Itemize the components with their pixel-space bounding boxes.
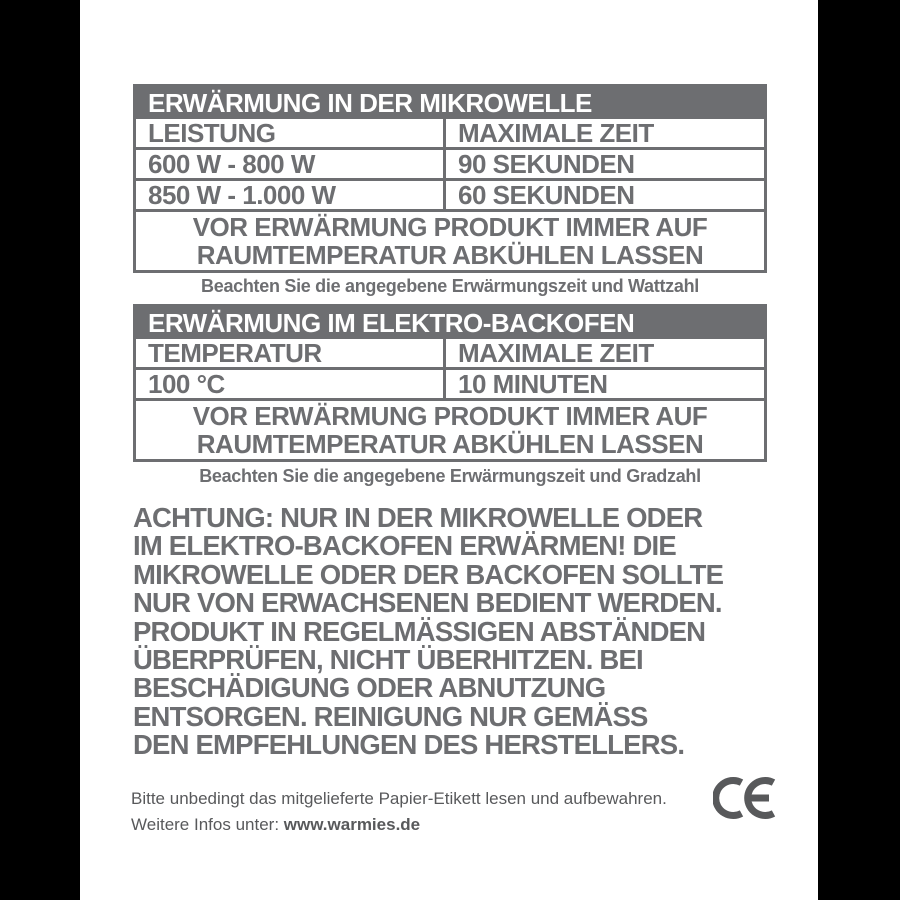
cooldown-notice-line1: VOR ERWÄRMUNG PRODUKT IMMER AUF bbox=[192, 212, 708, 242]
oven-table-title: ERWÄRMUNG IM ELEKTRO-BACKOFEN bbox=[136, 307, 764, 339]
column-header-maximale-zeit: MAXIMALE ZEIT bbox=[458, 339, 654, 367]
cooldown-notice bbox=[136, 398, 764, 459]
cell-power-range-1: 600 W - 800 W bbox=[136, 150, 446, 178]
table-row bbox=[136, 119, 764, 147]
warning-line: NUR VON ERWACHSENEN BEDIENT WERDEN. bbox=[133, 587, 722, 619]
warning-line: DEN EMPFEHLUNGEN DES HERSTELLERS. bbox=[133, 729, 685, 761]
microwave-table-title: ERWÄRMUNG IN DER MIKROWELLE bbox=[136, 87, 764, 119]
cooldown-notice-line2: RAUMTEMPERATUR ABKÜHLEN LASSEN bbox=[196, 429, 704, 459]
warning-line: ÜBERPRÜFEN, NICHT ÜBERHITZEN. BEI bbox=[133, 644, 643, 676]
cooldown-notice-line2: RAUMTEMPERATUR ABKÜHLEN LASSEN bbox=[196, 240, 704, 270]
oven-table-caption: Beachten Sie die angegebene Erwärmungszeit und Gradzahl bbox=[199, 466, 701, 486]
cooldown-notice-line1: VOR ERWÄRMUNG PRODUKT IMMER AUF bbox=[192, 401, 708, 431]
column-header-leistung: LEISTUNG bbox=[136, 119, 446, 147]
website-url: www.warmies.de bbox=[283, 815, 421, 834]
microwave-table-caption: Beachten Sie die angegebene Erwärmungszeit und Wattzahl bbox=[201, 276, 699, 296]
left-black-bar bbox=[0, 0, 80, 900]
cell-max-time-2: 60 SEKUNDEN bbox=[458, 181, 635, 209]
cell-max-time: 10 MINUTEN bbox=[458, 370, 608, 398]
column-header-temperatur: TEMPERATUR bbox=[136, 339, 446, 367]
table-row bbox=[136, 339, 764, 367]
footer-line2 bbox=[131, 812, 691, 838]
warning-text bbox=[133, 504, 793, 760]
warning-line: MIKROWELLE ODER DER BACKOFEN SOLLTE bbox=[133, 558, 724, 590]
cell-power-range-2: 850 W - 1.000 W bbox=[136, 181, 446, 209]
column-header-maximale-zeit: MAXIMALE ZEIT bbox=[458, 119, 654, 147]
right-black-bar bbox=[818, 0, 900, 900]
footer-line2-prefix: Weitere Infos unter: bbox=[131, 815, 284, 834]
footer-line1: Bitte unbedingt das mitgelieferte Papier-Etikett lesen und aufbewahren. bbox=[131, 789, 667, 808]
warning-line: PRODUKT IN REGELMÄSSIGEN ABSTÄNDEN bbox=[133, 615, 706, 647]
warning-line: BESCHÄDIGUNG ODER ABNUTZUNG bbox=[133, 672, 606, 704]
table-row bbox=[136, 178, 764, 209]
cooldown-notice bbox=[136, 209, 764, 270]
cell-temperature: 100 °C bbox=[136, 370, 446, 398]
footer-note bbox=[131, 786, 691, 838]
microwave-table bbox=[133, 84, 767, 273]
warning-line: ENTSORGEN. REINIGUNG NUR GEMÄSS bbox=[133, 700, 648, 732]
table-row bbox=[136, 147, 764, 178]
warning-line: ACHTUNG: NUR IN DER MIKROWELLE ODER bbox=[133, 502, 703, 533]
cell-max-time-1: 90 SEKUNDEN bbox=[458, 150, 635, 178]
warning-line: IM ELEKTRO-BACKOFEN ERWÄRMEN! DIE bbox=[133, 530, 676, 562]
ce-mark-icon bbox=[713, 775, 779, 821]
oven-table bbox=[133, 304, 767, 462]
table-row bbox=[136, 367, 764, 398]
